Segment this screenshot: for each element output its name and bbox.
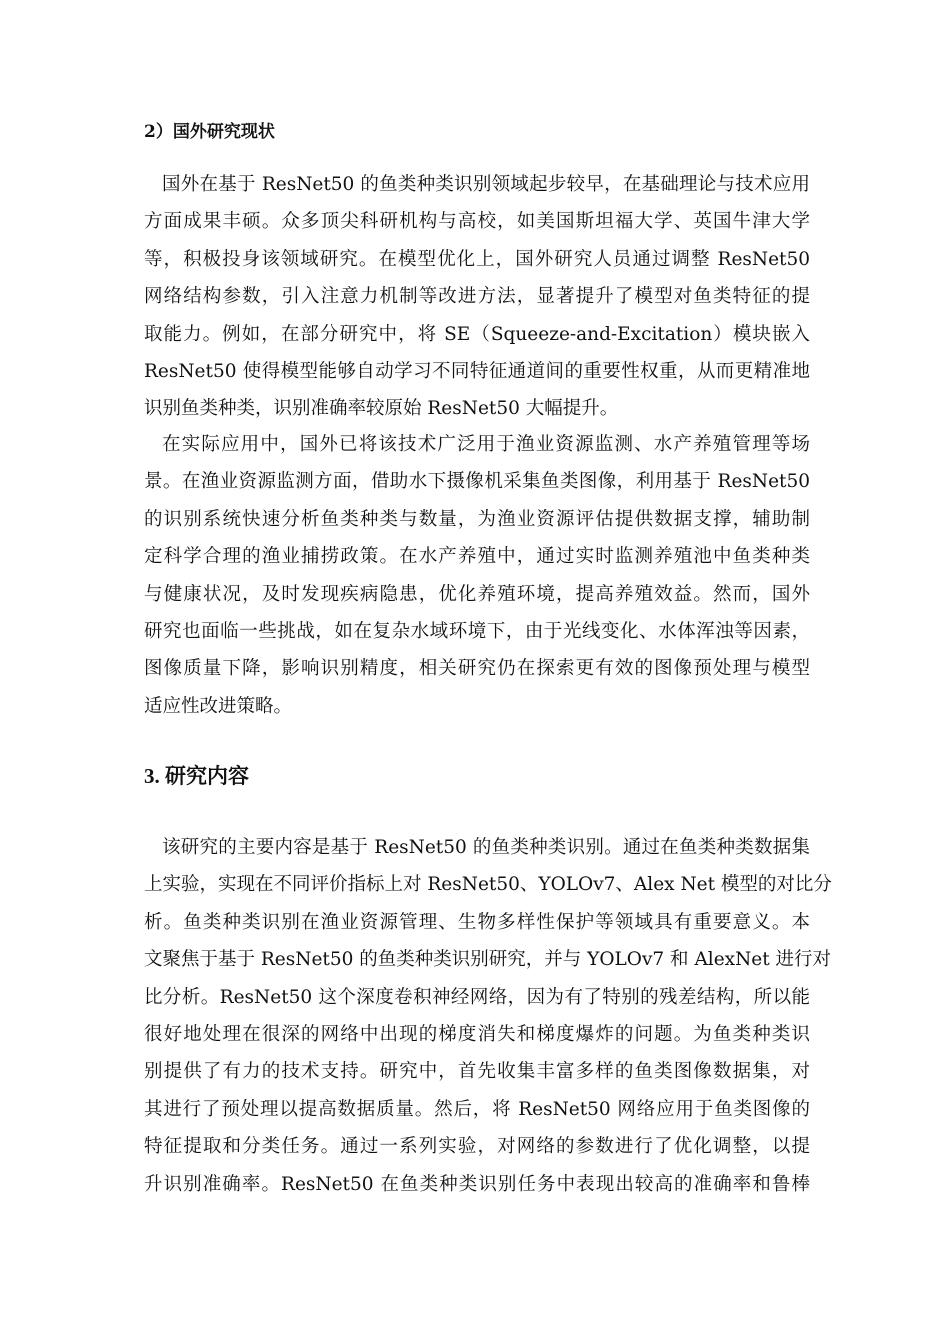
text-line: 上实验，实现在不同评价指标上对 ResNet50、YOLOv7、Alex Net 模型的对比分 bbox=[144, 874, 832, 896]
text-line: 适应性改进策略。 bbox=[144, 695, 293, 717]
text-line: 景。在渔业资源监测方面，借助水下摄像机采集鱼类图像，利用基于 ResNet50 bbox=[144, 471, 810, 493]
text-line: 方面成果丰硕。众多顶尖科研机构与高校，如美国斯坦福大学、英国牛津大学 bbox=[144, 211, 810, 233]
text-line: 识别鱼类种类，识别准确率较原始 ResNet50 大幅提升。 bbox=[144, 398, 619, 420]
text-line: 图像质量下降，影响识别精度，相关研究仍在探索更有效的图像预处理与模型 bbox=[144, 658, 810, 680]
text-line: ResNet50 使得模型能够自动学习不同特征通道间的重要性权重，从而更精准地 bbox=[144, 360, 810, 382]
text-line: 该研究的主要内容是基于 ResNet50 的鱼类种类识别。通过在鱼类种类数据集 bbox=[162, 837, 810, 858]
paragraph-research-content bbox=[144, 829, 832, 1203]
text-line: 析。鱼类种类识别在渔业资源管理、生物多样性保护等领域具有重要意义。本 bbox=[144, 911, 810, 933]
text-line: 网络结构参数，引入注意力机制等改进方法，显著提升了模型对鱼类特征的提 bbox=[144, 286, 810, 308]
text-line: 研究也面临一些挑战，如在复杂水域环境下，由于光线变化、水体浑浊等因素， bbox=[144, 620, 810, 642]
text-line: 与健康状况，及时发现疾病隐患，优化养殖环境，提高养殖效益。然而，国外 bbox=[144, 583, 810, 605]
section-heading-research-content: 3. 研究内容 bbox=[144, 764, 249, 788]
text-line: 取能力。例如，在部分研究中，将 SE（Squeeze-and-Excitation）模块嵌入 bbox=[144, 323, 810, 345]
text-line: 其进行了预处理以提高数据质量。然后，将 ResNet50 网络应用于鱼类图像的 bbox=[144, 1098, 810, 1120]
text-line: 国外在基于 ResNet50 的鱼类种类识别领域起步较早，在基础理论与技术应用 bbox=[162, 174, 810, 195]
text-line: 升识别准确率。ResNet50 在鱼类种类识别任务中表现出较高的准确率和鲁棒 bbox=[144, 1173, 810, 1195]
text-line: 在实际应用中，国外已将该技术广泛用于渔业资源监测、水产养殖管理等场 bbox=[162, 434, 810, 455]
text-line: 的识别系统快速分析鱼类种类与数量，为渔业资源评估提供数据支撑，辅助制 bbox=[144, 508, 810, 530]
section-heading-foreign-research: 2）国外研究现状 bbox=[144, 122, 275, 142]
text-line: 等，积极投身该领域研究。在模型优化上，国外研究人员通过调整 ResNet50 bbox=[144, 248, 810, 270]
text-line: 特征提取和分类任务。通过一系列实验，对网络的参数进行了优化调整，以提 bbox=[144, 1136, 810, 1158]
paragraph-foreign-research-overview bbox=[144, 166, 810, 428]
paragraph-foreign-applications bbox=[144, 426, 810, 725]
text-line: 很好地处理在很深的网络中出现的梯度消失和梯度爆炸的问题。为鱼类种类识 bbox=[144, 1023, 810, 1045]
text-line: 比分析。ResNet50 这个深度卷积神经网络，因为有了特别的残差结构，所以能 bbox=[144, 986, 810, 1008]
text-line: 文聚焦于基于 ResNet50 的鱼类种类识别研究，并与 YOLOv7 和 AlexNet 进行对 bbox=[144, 949, 832, 971]
text-line: 定科学合理的渔业捕捞政策。在水产养殖中，通过实时监测养殖池中鱼类种类 bbox=[144, 546, 810, 568]
text-line: 别提供了有力的技术支持。研究中，首先收集丰富多样的鱼类图像数据集，对 bbox=[144, 1061, 810, 1083]
